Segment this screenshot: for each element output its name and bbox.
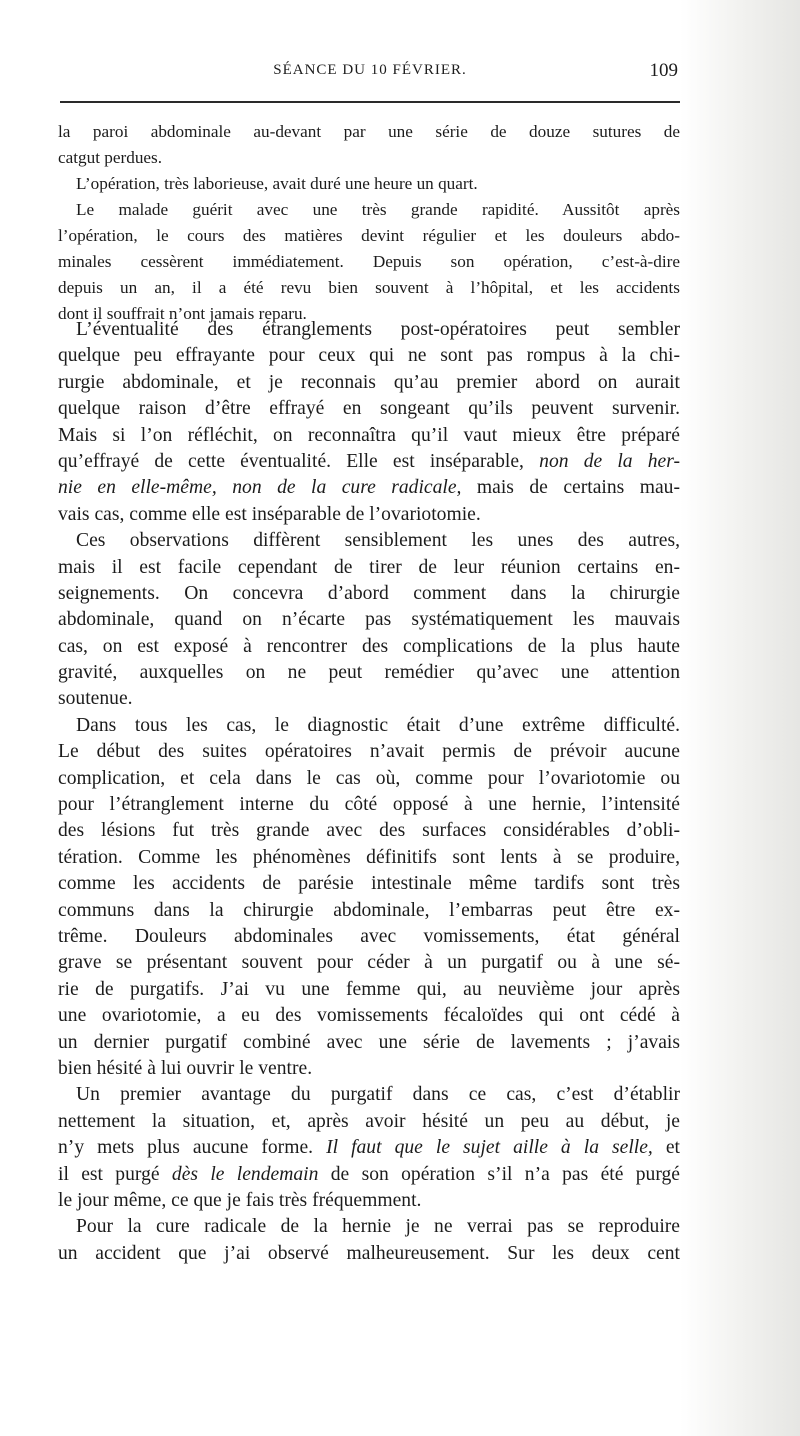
text-line: soutenue. bbox=[58, 688, 133, 710]
text-line: cas, on est exposé à rencontrer des complications de la plus haute bbox=[58, 635, 680, 657]
text-segment: n’y mets plus aucune forme. bbox=[58, 1137, 314, 1159]
text-line: rurgie abdominale, et je reconnais qu’au premier abord on aurait bbox=[58, 371, 680, 393]
text-line: Un premier avantage du purgatif dans ce cas, c’est d’établir bbox=[76, 1084, 680, 1106]
text-line: l’opération, le cours des matières devint régulier et les douleurs abdo- bbox=[58, 226, 680, 245]
text-line: seignements. On concevra d’abord comment dans la chirurgie bbox=[58, 582, 680, 604]
italic-segment: Il faut que le sujet aille à la selle, bbox=[326, 1137, 653, 1159]
header-rule bbox=[60, 101, 680, 103]
text-line bbox=[58, 449, 680, 475]
text-line: Pour la cure radicale de la hernie je ne verrai pas se reproduire bbox=[76, 1216, 680, 1238]
text-line: rie de purgatifs. J’ai vu une femme qui, au neuvième jour après bbox=[58, 978, 680, 1000]
italic-segment: nie en elle-même, bbox=[58, 477, 217, 499]
text-line bbox=[58, 1135, 680, 1161]
text-segment: mais de certains mau- bbox=[476, 477, 680, 499]
text-line: catgut perdues. bbox=[58, 148, 163, 167]
text-line: quelque peu effrayante pour ceux qui ne sont pas rompus à la chi- bbox=[58, 345, 680, 367]
text-line: quelque raison d’être effrayé en songeant qu’ils peuvent survenir. bbox=[58, 398, 680, 420]
text-line: complication, et cela dans le cas où, comme pour l’ovariotomie ou bbox=[58, 767, 680, 789]
text-line: communs dans la chirurgie abdominale, l’embarras peut être ex- bbox=[58, 899, 680, 921]
text-segment: de son opération s’il n’a pas été purgé bbox=[330, 1163, 680, 1185]
text-segment: et bbox=[665, 1137, 680, 1159]
text-line: Dans tous les cas, le diagnostic était d’une extrême difficulté. bbox=[76, 714, 680, 736]
text-segment: il est purgé bbox=[58, 1163, 160, 1185]
text-line: le jour même, ce que je fais très fréquemment. bbox=[58, 1189, 422, 1211]
text-line: vais cas, comme elle est inséparable de l’ovariotomie. bbox=[58, 503, 481, 525]
italic-segment: non de la her- bbox=[539, 450, 681, 472]
text-line: gravité, auxquelles on ne peut remédier qu’avec une attention bbox=[58, 662, 680, 684]
main-text-block bbox=[58, 317, 680, 1267]
text-line: minales cessèrent immédiatement. Depuis son opération, c’est-à-dire bbox=[58, 252, 680, 271]
text-line: trême. Douleurs abdominales avec vomissements, état général bbox=[58, 925, 680, 947]
text-line: nettement la situation, et, après avoir hésité un peu au début, je bbox=[58, 1110, 680, 1132]
text-line bbox=[58, 475, 680, 501]
text-line: comme les accidents de parésie intestinale même tardifs sont très bbox=[58, 873, 680, 895]
page-header bbox=[60, 62, 680, 92]
text-line bbox=[58, 1162, 680, 1188]
text-segment: qu’effrayé de cette éventualité. Elle est inséparable, bbox=[58, 450, 524, 472]
text-line: Ces observations diffèrent sensiblement les unes des autres, bbox=[76, 530, 680, 552]
text-line: L’opération, très laborieuse, avait duré une heure un quart. bbox=[76, 174, 478, 193]
text-line: une ovariotomie, a eu des vomissements fécaloïdes qui ont cédé à bbox=[58, 1005, 680, 1027]
page-number: 109 bbox=[649, 60, 678, 81]
text-line: Mais si l’on réfléchit, on reconnaîtra qu’il vaut mieux être préparé bbox=[58, 424, 680, 446]
text-line: dont il souffrait n’ont jamais reparu. bbox=[58, 304, 307, 323]
italic-segment: dès le lendemain bbox=[171, 1163, 319, 1185]
text-line: un accident que j’ai observé malheureusement. Sur les deux cent bbox=[58, 1242, 680, 1264]
text-line: Le malade guérit avec une très grande rapidité. Aussitôt après bbox=[76, 200, 680, 219]
text-line: bien hésité à lui ouvrir le ventre. bbox=[58, 1057, 313, 1079]
running-head: SÉANCE DU 10 FÉVRIER. bbox=[273, 62, 467, 78]
text-line: la paroi abdominale au-devant par une série de douze sutures de bbox=[58, 122, 680, 141]
text-line: abdominale, quand on n’écarte pas systématiquement les mauvais bbox=[58, 609, 680, 631]
text-line: des lésions fut très grande avec des surfaces considérables d’obli- bbox=[58, 820, 680, 842]
text-line: mais il est facile cependant de tirer de leur réunion certains en- bbox=[58, 556, 680, 578]
text-line: un dernier purgatif combiné avec une série de lavements ; j’avais bbox=[58, 1031, 680, 1053]
text-line: pour l’étranglement interne du côté opposé à une hernie, l’intensité bbox=[58, 794, 680, 816]
small-text-block bbox=[58, 119, 680, 327]
text-line: tération. Comme les phénomènes définitifs sont lents à se produire, bbox=[58, 846, 680, 868]
italic-segment: non de la cure radicale, bbox=[232, 477, 462, 499]
text-line: L’éventualité des étranglements post-opératoires peut sembler bbox=[76, 319, 680, 340]
text-line: Le début des suites opératoires n’avait permis de prévoir aucune bbox=[58, 741, 680, 763]
text-line: grave se présentant souvent pour céder à un purgatif ou à une sé- bbox=[58, 952, 680, 974]
text-line: depuis un an, il a été revu bien souvent à l’hôpital, et les accidents bbox=[58, 278, 680, 297]
